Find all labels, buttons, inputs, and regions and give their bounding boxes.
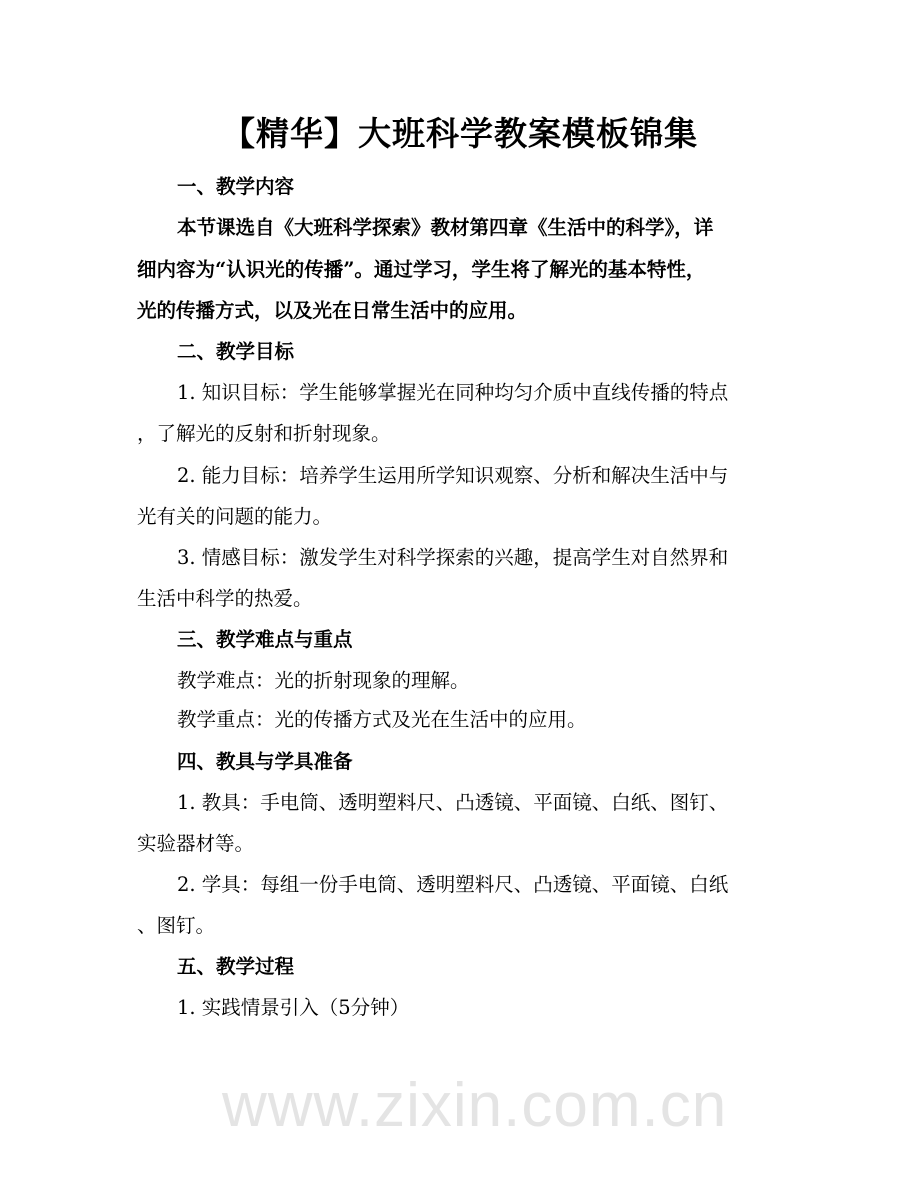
text-line: 细内容为“认识光的传播”。通过学习，学生将了解光的基本特性， — [137, 258, 706, 281]
section-heading: 三、教学难点与重点 — [177, 628, 353, 651]
text-line: 1. 知识目标：学生能够掌握光在同种均匀介质中直线传播的特点 — [177, 381, 729, 404]
text-line: 光有关的问题的能力。 — [137, 505, 333, 528]
text-line: 生活中科学的热爱。 — [137, 587, 313, 610]
text-line: 3. 情感目标：激发学生对科学探索的兴趣，提高学生对自然界和 — [177, 546, 729, 569]
text-line: 1. 教具：手电筒、透明塑料尺、凸透镜、平面镜、白纸、图钉、 — [177, 791, 729, 814]
text-line: 教学难点：光的折射现象的理解。 — [177, 669, 470, 692]
watermark: www.zixin.com.cn — [222, 1071, 728, 1140]
section-heading: 一、教学内容 — [177, 175, 295, 198]
section-heading: 四、教具与学具准备 — [177, 750, 353, 773]
text-line: ，了解光的反射和折射现象。 — [137, 422, 391, 445]
text-line: 本节课选自《大班科学探索》教材第四章《生活中的科学》，详 — [177, 216, 714, 239]
text-line: 2. 能力目标：培养学生运用所学知识观察、分析和解决生活中与 — [177, 464, 729, 487]
section-heading: 五、教学过程 — [177, 955, 295, 978]
text-line: 光的传播方式，以及光在日常生活中的应用。 — [137, 299, 528, 322]
text-line: 2. 学具：每组一份手电筒、透明塑料尺、凸透镜、平面镜、白纸 — [177, 873, 729, 896]
text-line: 1. 实践情景引入（5分钟） — [177, 996, 410, 1019]
section-heading: 二、教学目标 — [177, 340, 295, 363]
text-line: 、图钉。 — [137, 914, 216, 937]
text-line: 教学重点：光的传播方式及光在生活中的应用。 — [177, 708, 587, 731]
document-title: 【精华】大班科学教案模板锦集 — [222, 114, 698, 153]
text-line: 实验器材等。 — [137, 832, 255, 855]
